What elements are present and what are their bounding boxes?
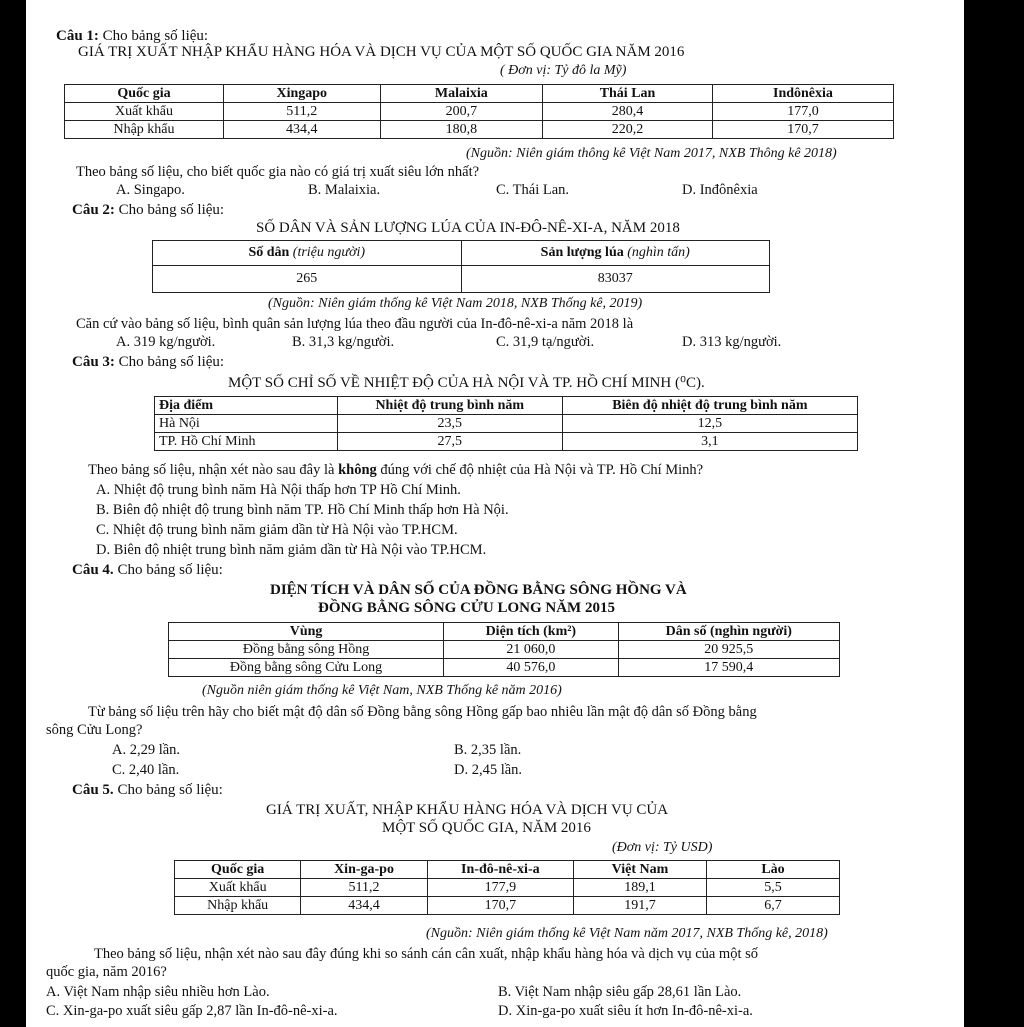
header-text: Sản lượng lúa (540, 245, 624, 260)
q2-heading (72, 202, 224, 219)
table-cell: 170,7 (712, 121, 893, 139)
q2-question: Căn cứ vào bảng số liệu, bình quân sản lượng lúa theo đầu người của In-đô-nê-xi-a năm 2018 là (76, 316, 634, 332)
q1-label: Câu 1: (56, 28, 99, 44)
table-header: In-đô-nê-xi-a (427, 861, 573, 879)
table-row (65, 103, 894, 121)
q3-label: Câu 3: (72, 354, 115, 370)
q1-question: Theo bảng số liệu, cho biết quốc gia nào có giá trị xuất siêu lớn nhất? (76, 164, 480, 180)
table-header: Địa điểm (155, 397, 338, 415)
table-header-row (65, 85, 894, 103)
table-row (153, 266, 770, 293)
q5-option-c: C. Xin-ga-po xuất siêu gấp 2,87 lần In-đô-nê-xi-a. (46, 1003, 338, 1019)
table-cell: 511,2 (301, 879, 427, 897)
q4-heading (72, 562, 223, 579)
table-header: Xin-ga-po (301, 861, 427, 879)
q3-intro: Cho bảng số liệu: (118, 354, 225, 370)
q1-option-a: A. Singapo. (116, 182, 185, 198)
table-cell: 177,0 (712, 103, 893, 121)
table-header-row (175, 861, 840, 879)
table-cell: Xuất khẩu (175, 879, 301, 897)
q2-intro: Cho bảng số liệu: (118, 202, 225, 218)
table-cell: TP. Hồ Chí Minh (155, 433, 338, 451)
q5-option-b: B. Việt Nam nhập siêu gấp 28,61 lần Lào. (498, 984, 742, 1000)
table-cell: 83037 (461, 266, 770, 293)
q1-table (64, 84, 894, 139)
table-cell: 6,7 (706, 897, 839, 915)
table-cell: Đồng bằng sông Hồng (169, 641, 444, 659)
q3-option-a: A. Nhiệt độ trung bình năm Hà Nội thấp hơn TP Hồ Chí Minh. (96, 482, 461, 498)
q5-question-line1: Theo bảng số liệu, nhận xét nào sau đây đúng khi so sánh cán cân xuất, nhập khẩu hàng hóa và dịch vụ của một số (94, 946, 759, 962)
table-cell: Nhập khẩu (175, 897, 301, 915)
table-header-row (153, 241, 770, 266)
table-row (155, 415, 858, 433)
table-cell: 434,4 (224, 121, 381, 139)
table-header: Dân số (nghìn người) (618, 623, 839, 641)
q3-option-d: D. Biên độ nhiệt trung bình năm giảm dần từ Hà Nội vào TP.HCM. (96, 542, 487, 558)
q1-heading (56, 28, 208, 45)
q4-option-d: D. 2,45 lần. (454, 762, 523, 778)
table-header: Việt Nam (573, 861, 706, 879)
table-header: Diện tích (km²) (444, 623, 618, 641)
table-row (169, 641, 840, 659)
table-cell: 511,2 (224, 103, 381, 121)
q4-title-line1: DIỆN TÍCH VÀ DÂN SỐ CỦA ĐỒNG BẰNG SÔNG HỒNG VÀ (270, 582, 687, 598)
table-cell: Hà Nội (155, 415, 338, 433)
table-cell: 177,9 (427, 879, 573, 897)
q5-intro: Cho bảng số liệu: (117, 782, 223, 798)
table-cell: 40 576,0 (444, 659, 618, 677)
table-row (175, 897, 840, 915)
table-header: Biên độ nhiệt độ trung bình năm (562, 397, 857, 415)
question-text: Theo bảng số liệu, nhận xét nào sau đây là (88, 462, 335, 478)
table-cell: 170,7 (427, 897, 573, 915)
q1-title: GIÁ TRỊ XUẤT NHẬP KHẨU HÀNG HÓA VÀ DỊCH VỤ CỦA MỘT SỐ QUỐC GIA NĂM 2016 (78, 44, 685, 60)
q4-question-line2: sông Cửu Long? (46, 722, 143, 738)
q2-title: SỐ DÂN VÀ SẢN LƯỢNG LÚA CỦA IN-ĐÔ-NÊ-XI-A, NĂM 2018 (256, 220, 680, 236)
table-row (155, 433, 858, 451)
table-cell: 3,1 (562, 433, 857, 451)
q5-label: Câu 5. (72, 782, 114, 798)
document-page (26, 0, 964, 1027)
table-cell: 23,5 (337, 415, 562, 433)
q1-option-b: B. Malaixia. (308, 182, 381, 198)
table-header: Lào (706, 861, 839, 879)
q1-unit: ( Đơn vị: Tỷ đô la Mỹ) (500, 63, 627, 78)
table-header (153, 241, 462, 266)
table-header-row (169, 623, 840, 641)
table-header: Quốc gia (175, 861, 301, 879)
table-cell: 200,7 (380, 103, 543, 121)
table-cell: Xuất khẩu (65, 103, 224, 121)
q1-intro: Cho bảng số liệu: (102, 28, 209, 44)
q3-question (88, 462, 703, 479)
q3-heading (72, 354, 224, 371)
table-header-row (155, 397, 858, 415)
table-cell: Nhập khẩu (65, 121, 224, 139)
header-unit: (nghìn tấn) (627, 245, 690, 260)
q2-option-a: A. 319 kg/người. (116, 334, 216, 350)
table-cell: 17 590,4 (618, 659, 839, 677)
table-row (169, 659, 840, 677)
q1-option-c: C. Thái Lan. (496, 182, 570, 198)
table-cell: 5,5 (706, 879, 839, 897)
table-cell: 220,2 (543, 121, 713, 139)
q4-option-c: C. 2,40 lần. (112, 762, 180, 778)
q4-table (168, 622, 840, 677)
q5-title-line2: MỘT SỐ QUỐC GIA, NĂM 2016 (382, 820, 591, 836)
table-header: Thái Lan (543, 85, 713, 103)
question-emphasis: không (338, 462, 377, 478)
q4-question-line1: Từ bảng số liệu trên hãy cho biết mật độ dân số Đồng bằng sông Hồng gấp bao nhiêu lần mật độ dân số Đồng bằng (88, 704, 757, 720)
q3-title: MỘT SỐ CHỈ SỐ VỀ NHIỆT ĐỘ CỦA HÀ NỘI VÀ TP. HỒ CHÍ MINH (⁰C). (228, 375, 705, 391)
q5-heading (72, 782, 223, 799)
table-cell: 280,4 (543, 103, 713, 121)
q5-question-line2: quốc gia, năm 2016? (46, 964, 167, 980)
table-cell: Đồng bằng sông Cửu Long (169, 659, 444, 677)
q1-option-d: D. Inđônêxia (682, 182, 758, 198)
table-header: Nhiệt độ trung bình năm (337, 397, 562, 415)
q3-option-c: C. Nhiệt độ trung bình năm giảm dần từ Hà Nội vào TP.HCM. (96, 522, 458, 538)
table-cell: 27,5 (337, 433, 562, 451)
q4-source: (Nguồn niên giám thống kê Việt Nam, NXB Thống kê năm 2016) (202, 683, 562, 698)
table-header: Quốc gia (65, 85, 224, 103)
q3-option-b: B. Biên độ nhiệt độ trung bình năm TP. Hồ Chí Minh thấp hơn Hà Nội. (96, 502, 509, 518)
table-cell: 434,4 (301, 897, 427, 915)
q4-option-b: B. 2,35 lần. (454, 742, 522, 758)
q2-option-c: C. 31,9 tạ/người. (496, 334, 595, 350)
q1-source: (Nguồn: Niên giám thông kê Việt Nam 2017, NXB Thông kê 2018) (466, 146, 837, 161)
table-header: Malaixia (380, 85, 543, 103)
table-row (65, 121, 894, 139)
table-cell: 189,1 (573, 879, 706, 897)
table-cell: 12,5 (562, 415, 857, 433)
table-header: Vùng (169, 623, 444, 641)
q4-label: Câu 4. (72, 562, 114, 578)
table-header (461, 241, 770, 266)
q2-label: Câu 2: (72, 202, 115, 218)
question-text: đúng với chế độ nhiệt của Hà Nội và TP. Hồ Chí Minh? (380, 462, 704, 478)
q4-intro: Cho bảng số liệu: (117, 562, 223, 578)
table-row (175, 879, 840, 897)
q4-title-line2: ĐỒNG BẰNG SÔNG CỬU LONG NĂM 2015 (318, 600, 615, 616)
q5-option-a: A. Việt Nam nhập siêu nhiều hơn Lào. (46, 984, 270, 1000)
table-cell: 20 925,5 (618, 641, 839, 659)
q3-table (154, 396, 858, 451)
table-cell: 265 (153, 266, 462, 293)
q2-table (152, 240, 770, 293)
table-cell: 191,7 (573, 897, 706, 915)
q2-source: (Nguồn: Niên giám thống kê Việt Nam 2018, NXB Thống kê, 2019) (268, 296, 643, 311)
table-cell: 180,8 (380, 121, 543, 139)
header-text: Số dân (248, 245, 290, 260)
table-header: Xingapo (224, 85, 381, 103)
q5-unit: (Đơn vị: Tỷ USD) (612, 840, 713, 855)
table-header: Indônêxia (712, 85, 893, 103)
header-unit: (triệu người) (292, 245, 366, 260)
q2-option-d: D. 313 kg/người. (682, 334, 782, 350)
q5-option-d: D. Xin-ga-po xuất siêu ít hơn In-đô-nê-xi-a. (498, 1003, 753, 1019)
q4-option-a: A. 2,29 lần. (112, 742, 181, 758)
q5-source: (Nguồn: Niên giám thống kê Việt Nam năm 2017, NXB Thống kê, 2018) (426, 926, 828, 941)
q5-title-line1: GIÁ TRỊ XUẤT, NHẬP KHẨU HÀNG HÓA VÀ DỊCH VỤ CỦA (266, 802, 669, 818)
table-cell: 21 060,0 (444, 641, 618, 659)
q2-option-b: B. 31,3 kg/người. (292, 334, 395, 350)
q5-table (174, 860, 840, 915)
